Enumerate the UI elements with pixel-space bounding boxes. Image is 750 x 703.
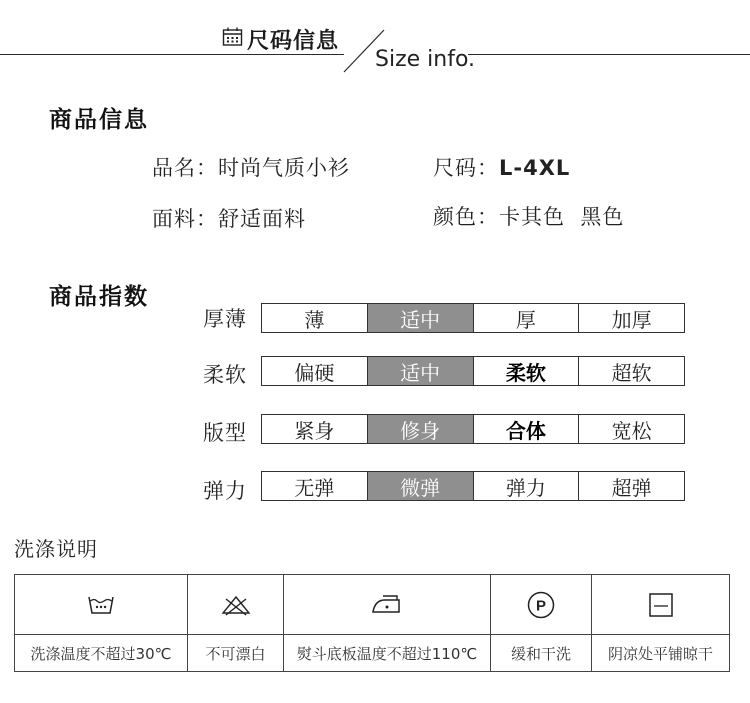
index-option-selected: 微弹: [368, 472, 474, 500]
product-size: [433, 152, 570, 182]
index-row-fit: [261, 414, 685, 444]
product-name: [152, 152, 350, 182]
washing-title: 洗涤说明: [14, 537, 98, 561]
wash-tub-icon: [88, 595, 114, 615]
index-row-label-softness: 柔软: [203, 363, 247, 387]
index-row-elasticity: [261, 471, 685, 501]
index-option: 厚: [474, 304, 580, 332]
header-line-right: [468, 54, 750, 55]
index-option: 偏硬: [262, 357, 368, 385]
product-color: [433, 201, 624, 231]
index-row-thickness: [261, 303, 685, 333]
washing-item-text: 熨斗底板温度不超过110℃: [296, 644, 478, 663]
washing-table: [14, 574, 730, 672]
product-fabric-value: 舒适面料: [218, 207, 306, 231]
header-title-en: Size info.: [375, 47, 476, 72]
product-name-label: 品名：: [152, 156, 218, 180]
index-row-label-elasticity: 弹力: [203, 479, 247, 503]
index-option: 薄: [262, 304, 368, 332]
index-option: 紧身: [262, 415, 368, 443]
product-index-title: 商品指数: [49, 284, 149, 310]
index-option-selected: 适中: [368, 357, 474, 385]
product-info-title: 商品信息: [49, 107, 149, 133]
index-row-label-fit: 版型: [203, 421, 247, 445]
product-size-value: L-4XL: [499, 156, 571, 180]
product-color-label: 颜色：: [433, 205, 499, 229]
washing-item-text: 阴凉处平铺晾干: [607, 644, 713, 663]
flat-dry-icon: [648, 592, 674, 618]
index-option: 柔软: [474, 357, 580, 385]
index-option: 弹力: [474, 472, 580, 500]
index-option: 超软: [611, 360, 652, 385]
washing-item-text: 缓和干洗: [510, 644, 571, 663]
washing-item: [592, 575, 729, 671]
index-row-softness: [261, 356, 685, 386]
iron-icon: [371, 594, 403, 616]
index-row-label-thickness: 厚薄: [203, 307, 247, 331]
washing-item-text: 不可漂白: [205, 644, 266, 663]
svg-text:P: P: [535, 597, 547, 614]
index-option-selected: 修身: [368, 415, 474, 443]
product-name-value: 时尚气质小衫: [218, 156, 350, 180]
index-option: 无弹: [262, 472, 368, 500]
product-fabric-label: 面料：: [152, 207, 218, 231]
index-option: 宽松: [611, 418, 652, 443]
header-title-cn: 尺码信息: [247, 29, 340, 54]
product-size-label: 尺码：: [433, 156, 499, 180]
washing-item: [15, 575, 188, 671]
product-color-value: 卡其色 黑色: [499, 205, 625, 229]
index-option: 超弹: [611, 475, 652, 500]
index-option: 合体: [474, 415, 580, 443]
washing-item: [491, 575, 592, 671]
no-bleach-icon: [221, 594, 251, 616]
product-fabric: [152, 203, 306, 233]
washing-item-text: 洗涤温度不超过30℃: [30, 644, 172, 663]
calendar-icon: [222, 27, 243, 47]
washing-item: [284, 575, 491, 671]
dry-clean-p-icon: [526, 590, 556, 620]
index-option: 加厚: [611, 307, 652, 332]
index-option-selected: 适中: [368, 304, 474, 332]
washing-item: [188, 575, 284, 671]
